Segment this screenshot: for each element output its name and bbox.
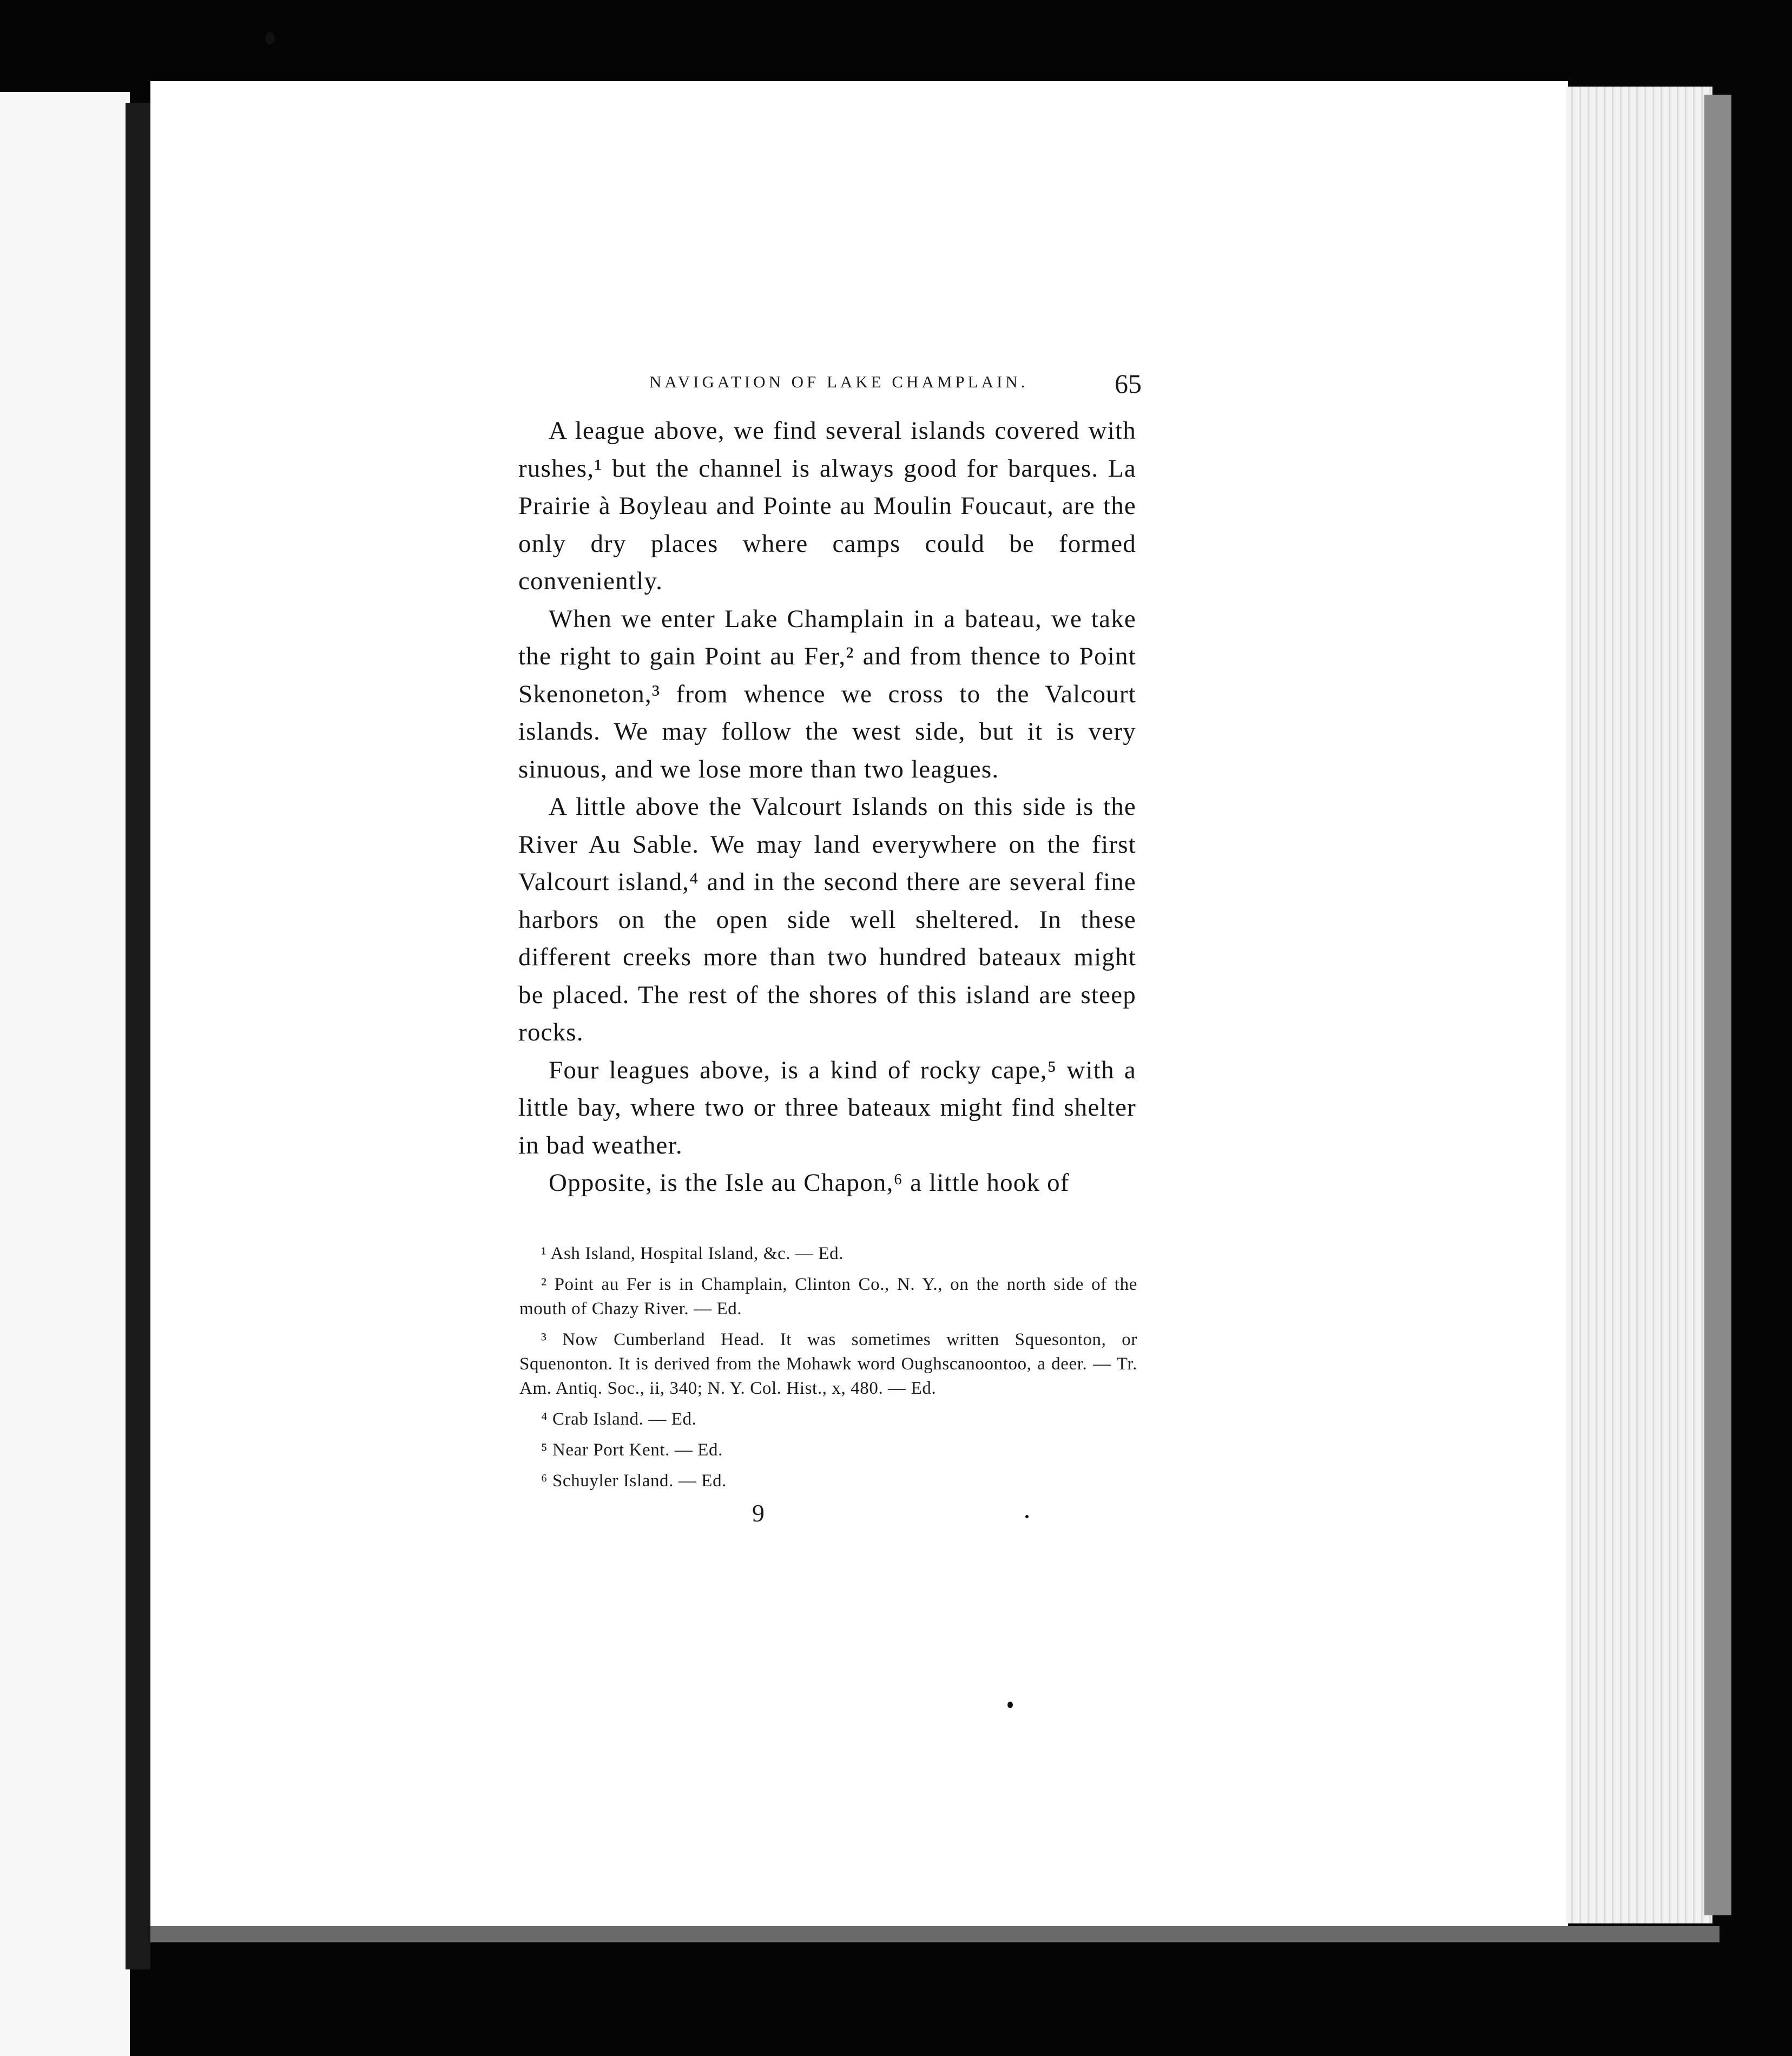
page-bottom-shadow bbox=[150, 1926, 1719, 1942]
fore-edge-shadow bbox=[1704, 95, 1731, 1915]
signature-mark: 9 bbox=[752, 1499, 765, 1527]
body-text bbox=[518, 412, 1136, 1202]
running-head: NAVIGATION OF LAKE CHAMPLAIN. bbox=[649, 372, 1029, 391]
paragraph: When we enter Lake Champlain in a bateau, we take the right to gain Point au Fer,² and from thence to Point Skenoneton,³ from whence we cross to the Valcourt islands. We may follow the west side, but it is very sinuous, and we lose more than two leagues. bbox=[518, 604, 1136, 783]
footnotes bbox=[519, 1242, 1137, 1500]
scan-speck bbox=[1007, 1702, 1013, 1708]
paragraph: Opposite, is the Isle au Chapon,⁶ a little hook of bbox=[549, 1169, 1070, 1197]
footnote: ¹ Ash Island, Hospital Island, &c. — Ed. bbox=[541, 1244, 844, 1263]
paragraph: A little above the Valcourt Islands on this side is the River Au Sable. We may land everywhere on the first Valcourt island,⁴ and in the second there are several fine harbors on the open side well sheltered. In these different creeks more than two hundred bateaux might be placed. The rest of the shores of this island are steep rocks. bbox=[518, 793, 1136, 1046]
footnote: ⁵ Near Port Kent. — Ed. bbox=[541, 1440, 723, 1460]
gutter-shadow bbox=[126, 103, 150, 1969]
page-fore-edge bbox=[1566, 87, 1712, 1923]
paragraph: A league above, we find several islands covered with rushes,¹ but the channel is always good for barques. La Prairie à Boyleau and Pointe au Moulin Foucaut, are the only dry places where camps could be formed conveniently. bbox=[518, 417, 1136, 595]
scan-speck bbox=[265, 32, 275, 44]
footnote: ⁶ Schuyler Island. — Ed. bbox=[541, 1471, 727, 1491]
footnote: ³ Now Cumberland Head. It was sometimes written Squesonton, or Squenonton. It is derived from the Mohawk word Oughscanoontoo, a deer. — Tr. Am. Antiq. Soc., ii, 340; N. Y. Col. Hist., x, 480. — Ed. bbox=[519, 1330, 1137, 1398]
scan-speck bbox=[1025, 1515, 1029, 1518]
facing-page bbox=[0, 92, 130, 2056]
page-number: 65 bbox=[1115, 368, 1142, 399]
paragraph: Four leagues above, is a kind of rocky cape,⁵ with a little bay, where two or three bateaux might find shelter in bad weather. bbox=[518, 1056, 1136, 1159]
footnote: ² Point au Fer is in Champlain, Clinton Co., N. Y., on the north side of the mouth of Chazy River. — Ed. bbox=[519, 1275, 1137, 1319]
footnote: ⁴ Crab Island. — Ed. bbox=[541, 1409, 697, 1429]
page-header bbox=[519, 368, 1142, 400]
